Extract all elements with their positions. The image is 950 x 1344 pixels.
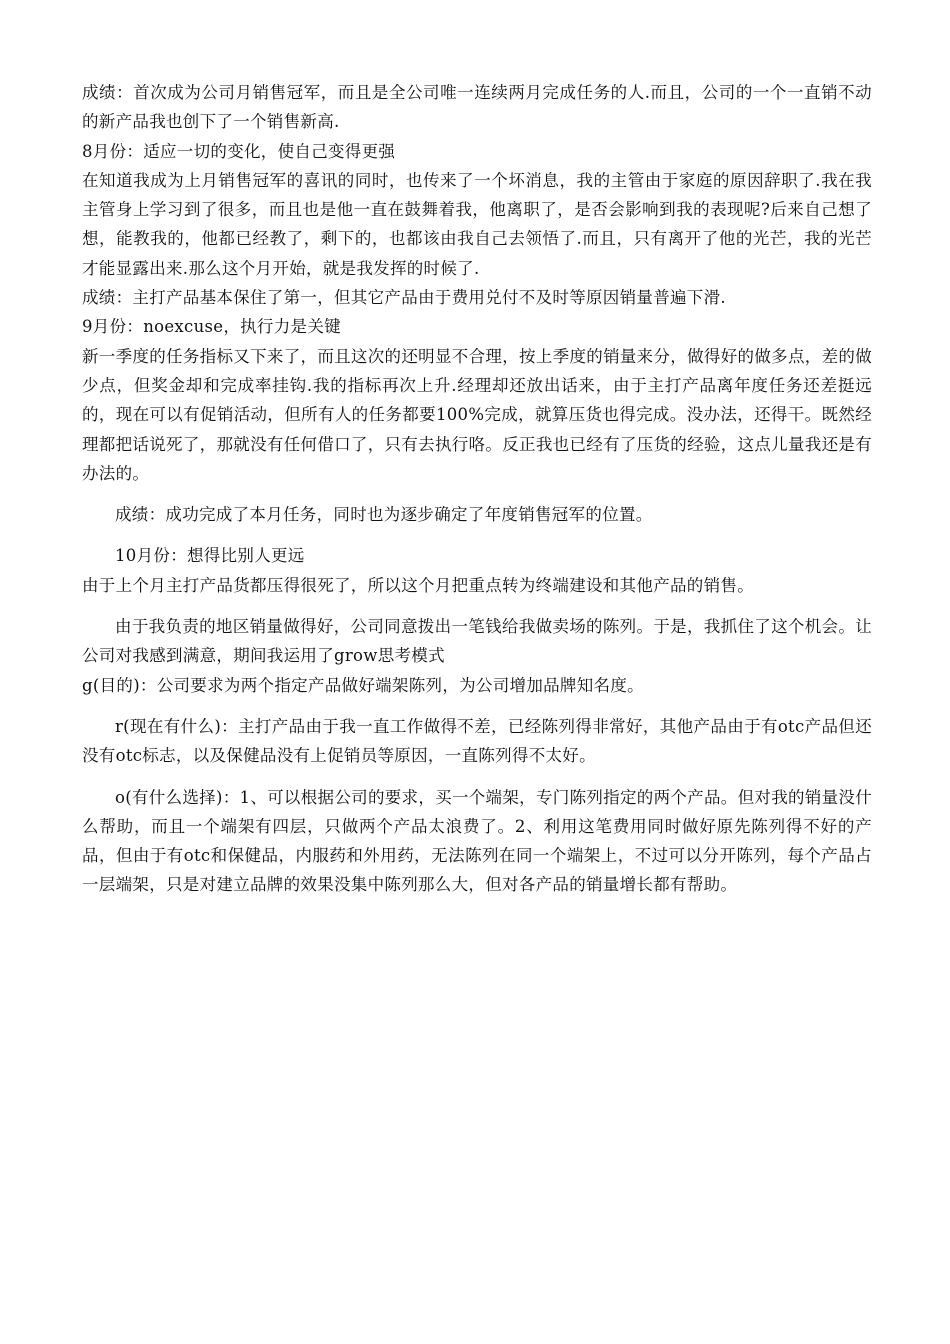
heading-august: 8月份：适应一切的变化，使自己变得更强 xyxy=(82,141,396,161)
heading-september: 9月份：noexcuse，执行力是关键 xyxy=(82,317,341,337)
paragraph-august-body: 在知道我成为上月销售冠军的喜讯的同时，也传来了一个坏消息，我的主管由于家庭的原因辞职了.我在我主管身上学习到了很多，而且也是他一直在鼓舞着我，他离职了，是否会影响到我的表现呢?后来自己想了想，能教我的，他都已经教了，剩下的，也都该由我自己去领悟了.而且，只有离开了他的光芒，我的光芒才能显露出来.那么这个月开始，就是我发挥的时候了. xyxy=(82,170,872,278)
paragraph-grow-reality: r(现在有什么)：主打产品由于我一直工作做得不差，已经陈列得非常好，其他产品由于有otc产品但还没有otc标志，以及保健品没有上促销员等原因，一直陈列得不太好。 xyxy=(82,716,872,766)
paragraph-result-july: 成绩：首次成为公司月销售冠军，而且是全公司唯一连续两月完成任务的人.而且，公司的一个一直销不动的新产品我也创下了一个销售新高. xyxy=(82,83,872,132)
document-page xyxy=(82,78,872,900)
paragraph-october-display: 由于我负责的地区销量做得好，公司同意拨出一笔钱给我做卖场的陈列。于是，我抓住了这个机会。让公司对我感到满意，期间我运用了grow思考模式 xyxy=(82,617,872,666)
paragraph-october-intro: 由于上个月主打产品货都压得很死了，所以这个月把重点转为终端建设和其他产品的销售。 xyxy=(82,575,754,595)
paragraph-result-august: 成绩：主打产品基本保住了第一，但其它产品由于费用兑付不及时等原因销量普遍下滑. xyxy=(82,288,726,308)
paragraph-grow-goal: g(目的)：公司要求为两个指定产品做好端架陈列，为公司增加品牌知名度。 xyxy=(82,675,644,695)
heading-october: 10月份：想得比别人更远 xyxy=(115,546,305,566)
paragraph-grow-options: o(有什么选择)：1、可以根据公司的要求，买一个端架，专门陈列指定的两个产品。但对我的销量没什么帮助，而且一个端架有四层，只做两个产品太浪费了。2、利用这笔费用同时做好原先陈列得不好的产品，但由于有otc和保健品，内服药和外用药，无法陈列在同一个端架上，不过可以分开陈列，每个产品占一层端架，只是对建立品牌的效果没集中陈列那么大，但对各产品的销量增长都有帮助。 xyxy=(82,787,872,895)
paragraph-september-body: 新一季度的任务指标又下来了，而且这次的还明显不合理，按上季度的销量来分，做得好的做多点，差的做少点，但奖金却和完成率挂钩.我的指标再次上升.经理却还放出话来，由于主打产品离年度任务还差挺远的，现在可以有促销活动，但所有人的任务都要100%完成，就算压货也得完成。没办法，还得干。既然经理都把话说死了，那就没有任何借口了，只有去执行咯。反正我也已经有了压货的经验，这点儿量我还是有办法的。 xyxy=(82,346,872,483)
paragraph-result-september: 成绩：成功完成了本月任务，同时也为逐步确定了年度销售冠军的位置。 xyxy=(115,505,653,525)
